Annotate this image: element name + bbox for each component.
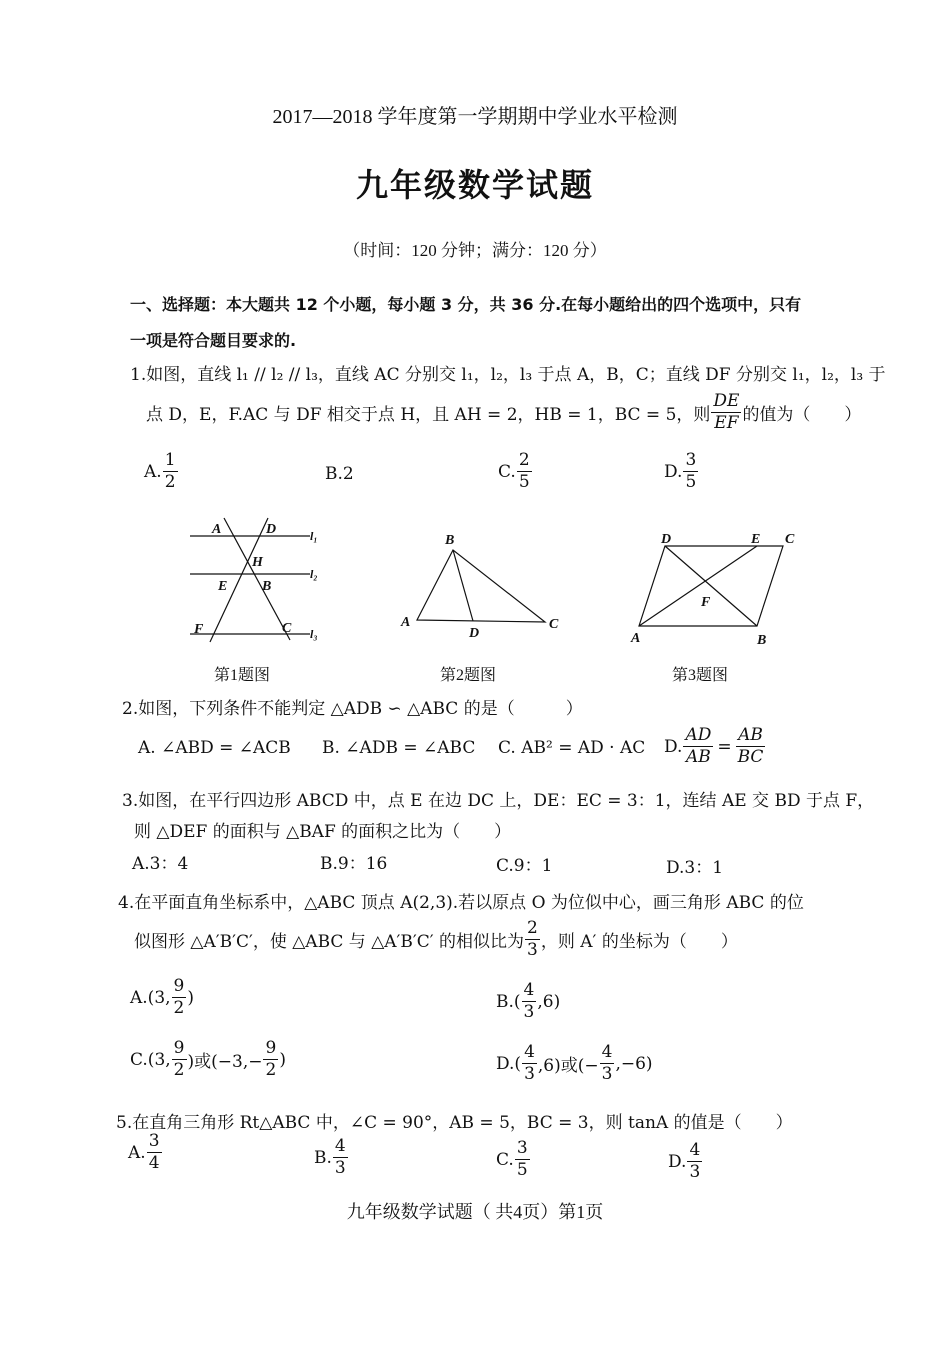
q4-option-b-num: 4: [523, 980, 535, 1000]
q4-option-c[interactable]: [130, 1040, 286, 1079]
q4-option-a-num: 9: [173, 976, 185, 996]
q5-option-d[interactable]: [668, 1142, 703, 1181]
fig3-label-f: F: [701, 595, 711, 610]
q3-option-d[interactable]: D.3：1: [666, 858, 724, 878]
exam-subtitle: 2017—2018 学年度第一学期期中学业水平检测: [272, 106, 678, 128]
fig1-label-l3: l₃: [310, 627, 318, 641]
fig1-label-f: F: [194, 622, 204, 637]
q4-option-d[interactable]: [496, 1044, 653, 1083]
q3-option-c[interactable]: C.9：1: [496, 856, 553, 876]
q1-option-d-num: 3: [685, 450, 697, 470]
section-heading-line1: 一、选择题：本大题共 12 个小题，每小题 3 分，共 36 分.在每小题给出的四个选项中，只有: [130, 295, 802, 314]
q5-option-d-num: 4: [689, 1140, 701, 1160]
fig1-label-l2: l₂: [310, 567, 318, 581]
q5-option-a-frac: [147, 1133, 162, 1172]
q1-option-d-frac: [683, 452, 698, 491]
fig1-label-a: A: [212, 522, 222, 537]
q4-option-a[interactable]: [130, 978, 194, 1017]
q4-option-a-post: ): [187, 987, 195, 1008]
q4-option-c-den1: 2: [173, 1060, 185, 1080]
q1-stem-line2-text: 点 D，E，F.AC 与 DF 相交于点 H，且 AH = 2，HB = 1，BC = 5，则: [146, 405, 711, 425]
q2-option-d-equals: =: [717, 736, 732, 757]
fig2-label-a: A: [401, 615, 411, 630]
fig3-label-b: B: [757, 633, 767, 648]
q1-frac-num: DE: [713, 391, 740, 411]
q1-option-a-num: 1: [164, 450, 176, 470]
q4-frac-den: 3: [527, 940, 538, 960]
q2-option-d[interactable]: [664, 727, 766, 766]
q4-option-d-frac2: [600, 1044, 615, 1083]
q3-option-b[interactable]: B.9：16: [320, 854, 388, 874]
q5-option-b-den: 3: [334, 1158, 346, 1178]
q5-option-b-frac: [333, 1138, 348, 1177]
q1-stem-line2: [146, 393, 861, 432]
q2-option-d-den1: AB: [686, 747, 711, 767]
fig1-label-l1: l₁: [310, 529, 318, 543]
fig2-caption: 第2题图: [440, 667, 497, 684]
q1-option-c-label: C.: [498, 461, 516, 482]
q1-option-c[interactable]: [498, 452, 533, 491]
q4-option-c-frac2: [263, 1040, 278, 1079]
q4-option-d-mid: ,6)或(−: [537, 1056, 599, 1076]
q5-option-c-den: 5: [516, 1160, 528, 1180]
q4-option-b[interactable]: [496, 982, 560, 1021]
q4-option-a-den: 2: [173, 998, 185, 1018]
q5-option-b[interactable]: [314, 1138, 349, 1177]
fig3-caption: 第3题图: [672, 667, 729, 684]
q1-option-a-frac: [163, 452, 178, 491]
q5-option-a-num: 3: [148, 1131, 160, 1151]
q1-fraction: [711, 393, 741, 432]
q3-stem-line1: 3.如图，在平行四边形 ABCD 中，点 E 在边 DC 上，DE：EC = 3：1，连结 AE 交 BD 于点 F，: [122, 791, 875, 811]
q4-fraction: [525, 920, 540, 959]
q4-option-c-num2: 9: [265, 1038, 277, 1058]
fig2-label-c: C: [549, 617, 559, 632]
fig2-segment-bd: [453, 550, 473, 621]
q1-option-c-frac: [517, 452, 532, 491]
q4-option-d-frac1: [522, 1044, 537, 1083]
exam-info: （时间：120 分钟；满分：120 分）: [343, 241, 607, 260]
fig1-label-c: C: [282, 621, 292, 636]
figure-1: [180, 512, 340, 652]
q1-option-a-den: 2: [164, 472, 176, 492]
q5-option-a-label: A.: [128, 1142, 146, 1163]
q5-option-c-num: 3: [516, 1138, 528, 1158]
q5-option-d-label: D.: [668, 1151, 687, 1172]
fig1-caption: 第1题图: [214, 667, 271, 684]
q4-option-d-den2: 3: [601, 1064, 613, 1084]
fig2-label-d: D: [469, 626, 480, 641]
q4-stem-line2-text: 似图形 △A′B′C′，使 △ABC 与 △A′B′C′ 的相似比为: [134, 932, 525, 952]
q1-option-a[interactable]: [144, 452, 179, 491]
q1-option-d-den: 5: [685, 472, 697, 492]
q4-option-c-mid: )或(−3,−: [187, 1052, 263, 1072]
q4-option-d-num1: 4: [524, 1042, 535, 1062]
q5-option-d-den: 3: [689, 1162, 701, 1182]
q1-option-c-num: 2: [518, 450, 530, 470]
q4-option-b-pre: B.(: [496, 991, 521, 1012]
fig3-segment-bd: [665, 546, 757, 626]
q4-option-d-post: ,−6): [615, 1053, 653, 1074]
fig1-label-d: D: [266, 522, 277, 537]
exam-title: 九年级数学试题: [355, 166, 594, 204]
figure-2: [395, 530, 570, 645]
fig1-label-e: E: [218, 579, 228, 594]
fig2-triangle-abc: [417, 550, 545, 622]
q1-frac-den: EF: [714, 413, 739, 433]
fig3-segment-ae: [639, 546, 757, 626]
fig3-label-c: C: [785, 532, 795, 547]
q4-stem-line2-end: ，则 A′ 的坐标为（ ）: [540, 932, 738, 952]
q2-option-b[interactable]: B. ∠ADB = ∠ABC: [322, 738, 476, 758]
fig1-label-h: H: [252, 555, 263, 570]
q2-option-d-num2: AB: [738, 725, 763, 745]
q3-option-a[interactable]: A.3：4: [132, 854, 189, 874]
q1-option-d-label: D.: [664, 461, 683, 482]
q5-option-d-frac: [687, 1142, 702, 1181]
q4-option-c-den2: 2: [265, 1060, 277, 1080]
q2-option-d-label: D.: [664, 736, 683, 757]
q4-stem-line2: [134, 920, 738, 959]
fig3-label-d: D: [661, 532, 672, 547]
q2-option-d-num1: AD: [685, 725, 712, 745]
q2-option-d-frac2: [736, 727, 766, 766]
q2-stem: 2.如图，下列条件不能判定 △ADB ∽ △ABC 的是（ ）: [122, 699, 583, 719]
q1-option-a-label: A.: [144, 461, 162, 482]
q5-option-c[interactable]: [496, 1140, 531, 1179]
q5-option-a-den: 4: [148, 1153, 160, 1173]
fig3-label-e: E: [751, 532, 761, 547]
q4-option-c-post: ): [279, 1049, 286, 1070]
q1-option-c-den: 5: [518, 472, 530, 492]
q4-option-c-frac1: [172, 1040, 187, 1079]
q3-stem-line2: 则 △DEF 的面积与 △BAF 的面积之比为（ ）: [134, 822, 512, 842]
q5-option-a[interactable]: [128, 1133, 163, 1172]
q5-option-b-num: 4: [334, 1136, 346, 1156]
q4-option-c-num1: 9: [173, 1038, 185, 1058]
q1-option-d[interactable]: [664, 452, 699, 491]
q4-option-b-post: ,6): [537, 991, 561, 1012]
q4-option-b-den: 3: [523, 1002, 535, 1022]
q4-option-a-pre: A.(3,: [130, 987, 171, 1008]
q4-option-d-num2: 4: [601, 1042, 613, 1062]
q5-option-b-label: B.: [314, 1147, 332, 1168]
q4-option-c-pre: C.(3,: [130, 1049, 171, 1070]
q2-option-c[interactable]: C. AB² = AD · AC: [498, 738, 646, 758]
q5-option-c-frac: [515, 1140, 530, 1179]
q4-stem-line1: 4.在平面直角坐标系中，△ABC 顶点 A(2,3).若以原点 O 为位似中心，画三角形 ABC 的位: [118, 893, 804, 913]
q4-option-a-frac: [172, 978, 187, 1017]
q2-option-d-den2: BC: [737, 747, 764, 767]
section-heading-line2: 一项是符合题目要求的.: [130, 331, 297, 350]
q2-option-a[interactable]: A. ∠ABD = ∠ACB: [138, 738, 291, 758]
q5-option-c-label: C.: [496, 1149, 514, 1170]
q2-option-d-frac1: [683, 727, 713, 766]
figure-3: [625, 528, 805, 653]
q1-stem-line2-end: 的值为（ ）: [742, 405, 862, 425]
q4-option-d-pre: D.(: [496, 1053, 522, 1074]
page-footer: 九年级数学试题（ 共4页）第1页: [346, 1202, 604, 1222]
q4-option-d-den1: 3: [524, 1064, 535, 1084]
q1-stem-line1: 1.如图，直线 l₁ // l₂ // l₃，直线 AC 分别交 l₁，l₂，l₃ 于点 A，B，C；直线 DF 分别交 l₁，l₂，l₃ 于: [130, 365, 886, 385]
q5-stem: 5.在直角三角形 Rt△ABC 中，∠C = 90°，AB = 5，BC = 3，则 tanA 的值是（ ）: [116, 1113, 793, 1133]
fig2-label-b: B: [445, 533, 455, 548]
fig1-label-b: B: [262, 579, 272, 594]
fig3-label-a: A: [631, 631, 641, 646]
q1-option-b[interactable]: B.2: [325, 464, 354, 484]
q4-frac-num: 2: [527, 918, 538, 938]
q4-option-b-frac: [522, 982, 537, 1021]
